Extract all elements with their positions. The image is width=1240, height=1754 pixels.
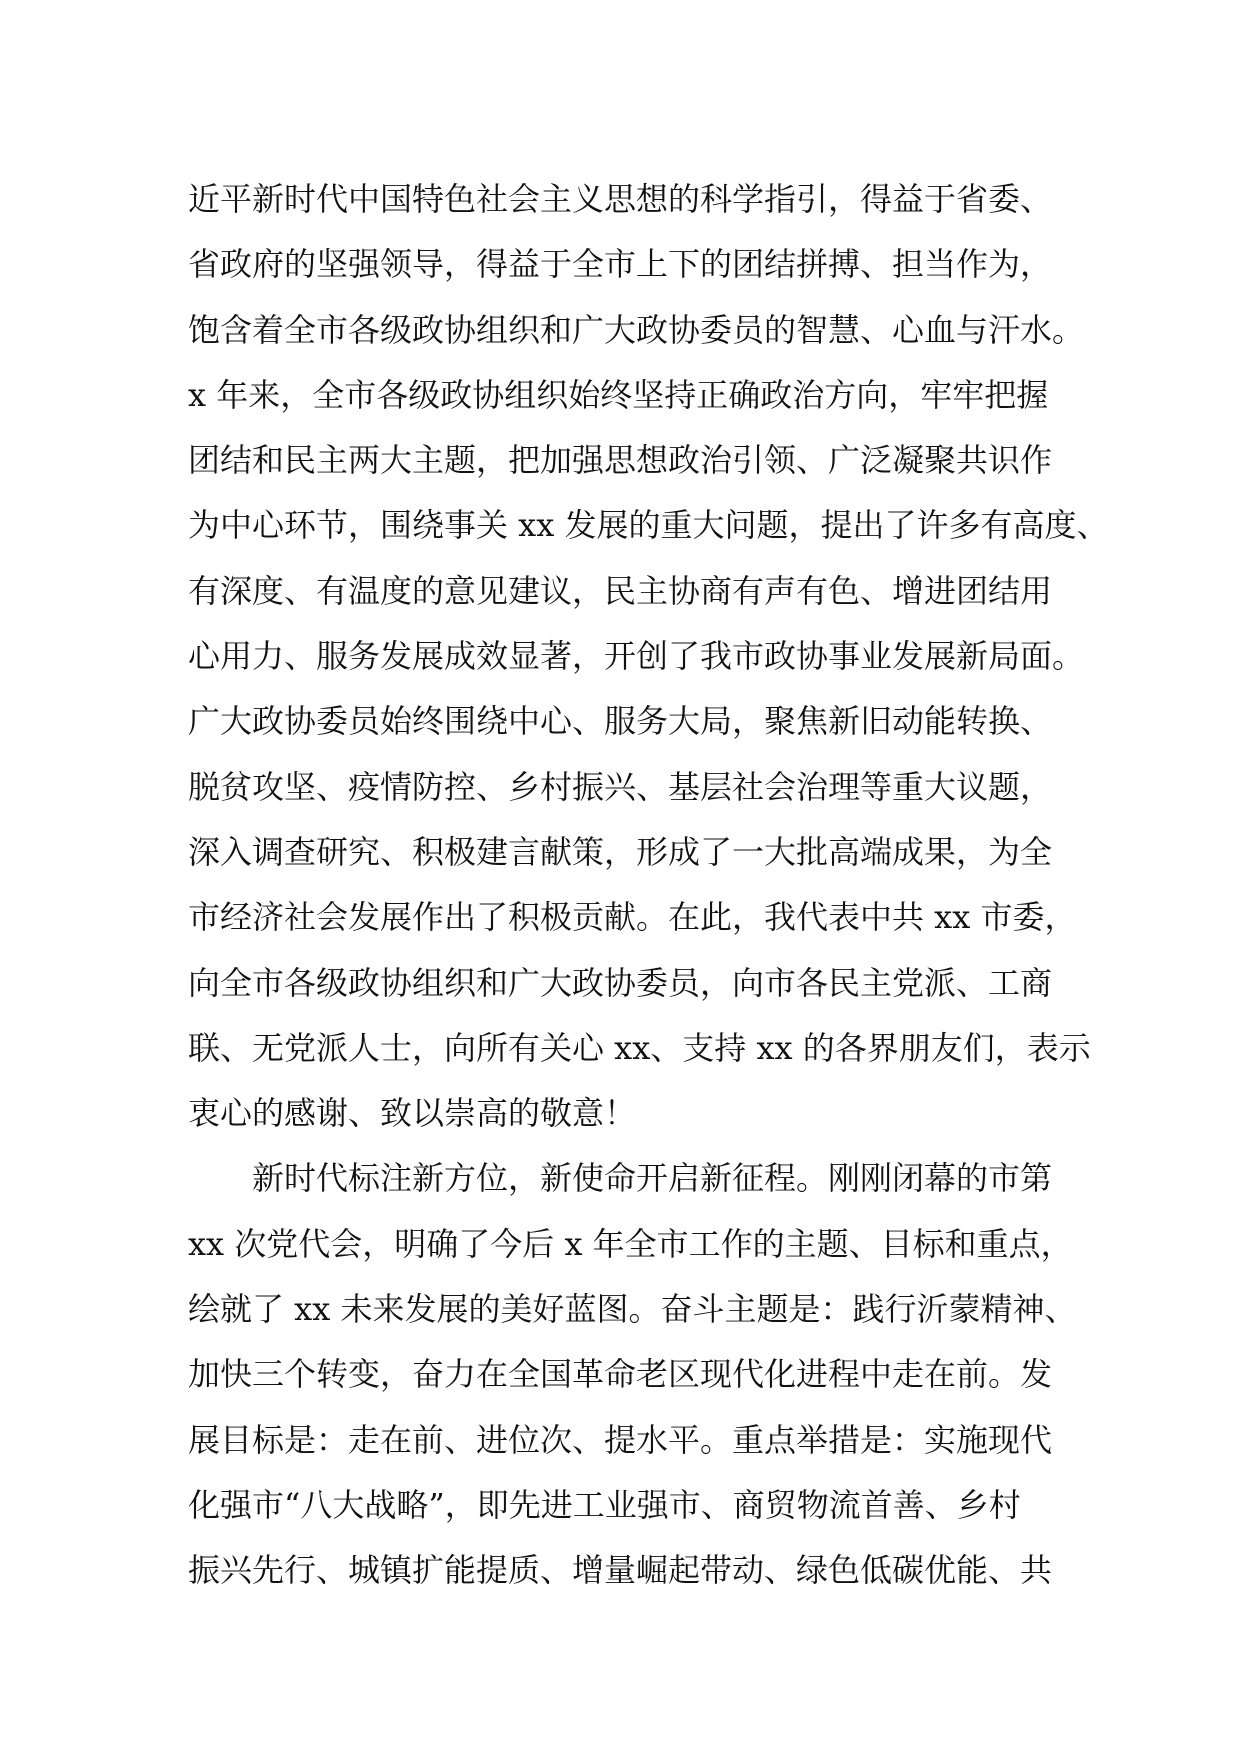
- text-line: 联、无党派人士，向所有关心 xx、支持 xx 的各界朋友们，表示: [188, 1028, 1091, 1067]
- text-line: 振兴先行、城镇扩能提质、增量崛起带动、绿色低碳优能、共: [188, 1551, 1053, 1590]
- text-line: 饱含着全市各级政协组织和广大政协委员的智慧、心血与汗水。: [188, 310, 1085, 349]
- text-line: 衷心的感谢、致以崇高的敬意！: [188, 1094, 637, 1133]
- body-text: [188, 167, 1109, 1604]
- text-line: 广大政协委员始终围绕中心、服务大局，聚焦新旧动能转换、: [188, 702, 1053, 741]
- text-line: 省政府的坚强领导，得益于全市上下的团结拼搏、担当作为，: [188, 245, 1053, 284]
- text-line: 加快三个转变，奋力在全国革命老区现代化进程中走在前。发: [188, 1355, 1053, 1394]
- text-line: 团结和民主两大主题，把加强思想政治引领、广泛凝聚共识作: [188, 441, 1053, 480]
- text-line: 心用力、服务发展成效显著，开创了我市政协事业发展新局面。: [188, 637, 1085, 676]
- text-line: 为中心环节，围绕事关 xx 发展的重大问题，提出了许多有高度、: [188, 506, 1109, 545]
- text-line: 绘就了 xx 未来发展的美好蓝图。奋斗主题是：践行沂蒙精神、: [188, 1290, 1077, 1329]
- text-line: x 年来，全市各级政协组织始终坚持正确政治方向，牢牢把握: [188, 375, 1049, 414]
- text-line: 脱贫攻坚、疫情防控、乡村振兴、基层社会治理等重大议题，: [188, 767, 1053, 806]
- text-line: 化强市“八大战略”，即先进工业强市、商贸物流首善、乡村: [188, 1485, 1021, 1524]
- text-line: 市经济社会发展作出了积极贡献。在此，我代表中共 xx 市委，: [188, 898, 1077, 937]
- text-line: 近平新时代中国特色社会主义思想的科学指引，得益于省委、: [188, 180, 1053, 218]
- text-line: 有深度、有温度的意见建议，民主协商有声有色、增进团结用: [188, 571, 1053, 610]
- text-line: xx 次党代会，明确了今后 x 年全市工作的主题、目标和重点，: [188, 1224, 1073, 1263]
- text-line: 深入调查研究、积极建言献策，形成了一大批高端成果，为全: [188, 832, 1053, 871]
- text-line: 向全市各级政协组织和广大政协委员，向市各民主党派、工商: [188, 963, 1053, 1002]
- text-line: 展目标是：走在前、进位次、提水平。重点举措是：实施现代: [188, 1420, 1053, 1459]
- paragraph-start-line: 新时代标注新方位，新使命开启新征程。刚刚闭幕的市第: [252, 1159, 1053, 1198]
